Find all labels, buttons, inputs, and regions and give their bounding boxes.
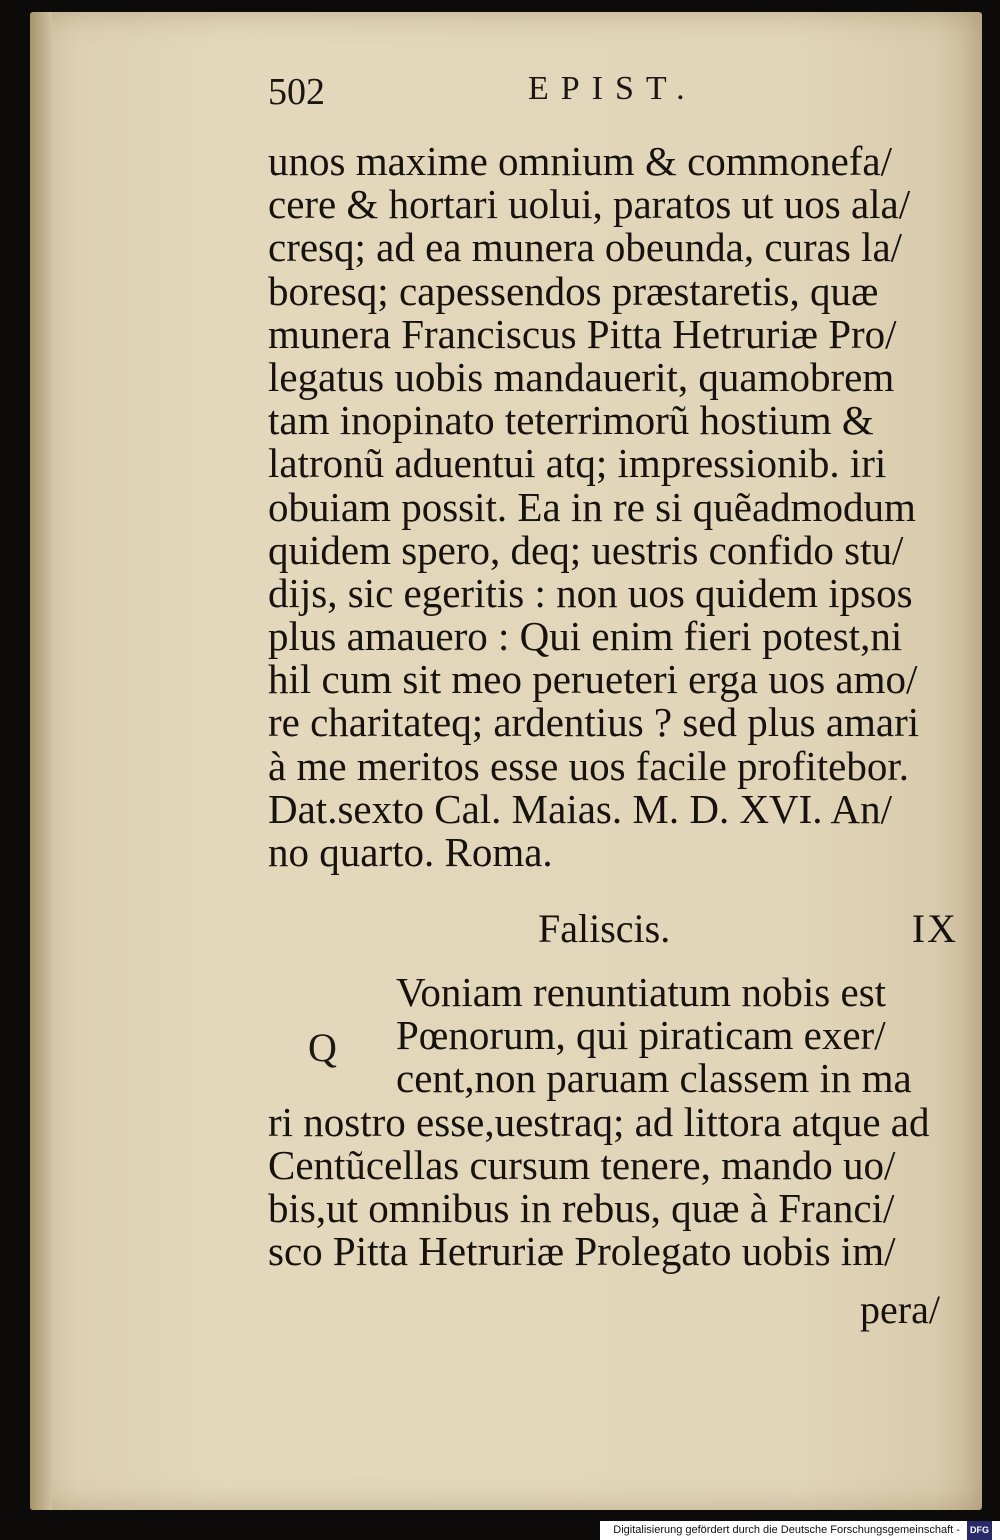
text-line: Dat.sexto Cal. Maias. M. D. XVI. An/ xyxy=(268,785,893,832)
text-line: bis,ut omnibus in rebus, quæ à Franci/ xyxy=(268,1184,895,1231)
text-line: munera Franciscus Pitta Hetruriæ Pro/ xyxy=(268,310,897,357)
page-gutter-shadow xyxy=(30,12,52,1510)
dfg-logo: DFG xyxy=(967,1521,992,1540)
catchword: pera/ xyxy=(860,1287,940,1332)
text-line: re charitateq; ardentius ? sed plus amari xyxy=(268,699,920,746)
text-line: legatus uobis mandauerit, quamobrem xyxy=(268,353,895,400)
text-line: Voniam renuntiatum nobis est xyxy=(396,969,887,1015)
letter-addressee: Faliscis. xyxy=(538,906,671,951)
initial-letter: Q xyxy=(308,1025,337,1070)
text-line: à me meritos esse uos facile profitebor. xyxy=(268,742,909,789)
page-number: 502 xyxy=(268,71,325,113)
text-line: quidem spero, deq; uestris confido stu/ xyxy=(268,526,904,573)
text-line: sco Pitta Hetruriæ Prolegato uobis im/ xyxy=(268,1228,896,1275)
text-line: latronũ aduentui atq; impressionib. iri xyxy=(268,440,887,487)
text-line: tam inopinato teterrimorũ hostium & xyxy=(268,397,874,444)
page-header xyxy=(268,70,948,120)
text-line: unos maxime omnium & commonefa/ xyxy=(268,138,893,184)
running-title: EPIST. xyxy=(528,70,697,107)
text-line: ri nostro esse,uestraq; ad littora atque ad xyxy=(268,1098,930,1145)
letter-number: IX xyxy=(911,906,958,951)
text-line: no quarto. Roma. xyxy=(268,829,553,875)
text-line: Centũcellas cursum tenere, mando uo/ xyxy=(268,1141,896,1188)
text-line: plus amauero : Qui enim fieri potest,ni xyxy=(268,613,903,660)
letter-heading xyxy=(268,905,958,955)
text-line: boresq; capessendos præstaretis, quæ xyxy=(268,267,879,314)
text-line: hil cum sit meo perueteri erga uos amo/ xyxy=(268,656,918,703)
credit-text: Digitalisierung gefördert durch die Deutsche Forschungsgemeinschaft - xyxy=(613,1524,960,1536)
digitization-credit xyxy=(600,1521,1000,1540)
letter-text xyxy=(268,969,958,1275)
text-line: Pœnorum, qui piraticam exer/ xyxy=(396,1012,886,1059)
body-text xyxy=(268,140,958,874)
text-line: obuiam possit. Ea in re si quẽadmodum xyxy=(268,483,916,530)
text-line: dijs, sic egeritis : non uos quidem ipsos xyxy=(268,569,913,616)
text-line: cere & hortari uolui, paratos ut uos ala/ xyxy=(268,181,911,228)
text-line: cent,non paruam classem in ma xyxy=(396,1055,912,1102)
text-line: cresq; ad ea munera obeunda, curas la/ xyxy=(268,224,903,271)
